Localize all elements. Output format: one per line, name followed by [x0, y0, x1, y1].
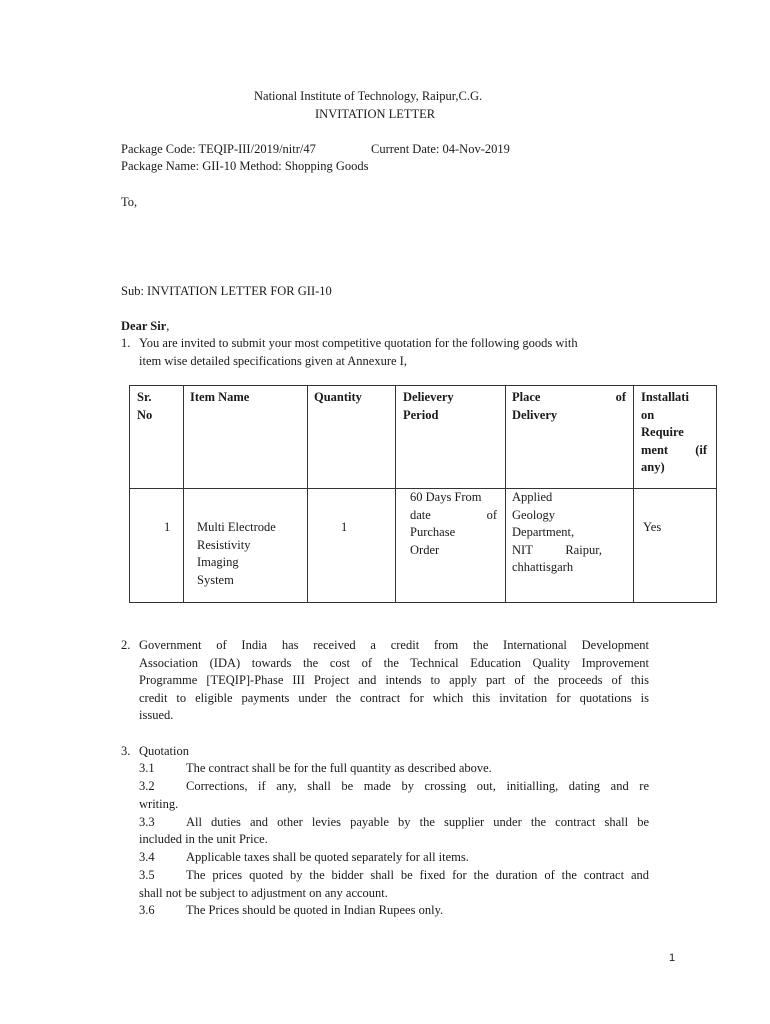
row-delivery-period: 60 Days From date of Purchase Order [410, 490, 497, 557]
para2-line3: Programme [TEQIP]-Phase III Project and intends to apply part of the proceeds of this [139, 673, 649, 687]
package-name: Package Name: GII-10 Method: Shopping Goods [121, 159, 369, 173]
header-installation-requirement: Installati on Require ment (if any) [641, 390, 707, 474]
clause-3-3-text: All duties and other levies payable by the supplier under the contract shall be [186, 815, 649, 829]
salutation-punct: , [166, 319, 170, 333]
letter-title: INVITATION LETTER [315, 107, 436, 121]
row-installation: Yes [643, 520, 662, 534]
para2-line2: Association (IDA) towards the cost of the Technical Education Quality Improvement [139, 656, 649, 670]
clause-3-1-text: The contract shall be for the full quantity as described above. [186, 761, 492, 775]
header-sr-no: Sr. No [137, 390, 153, 422]
para1-line1: You are invited to submit your most competitive quotation for the following goods with [139, 336, 578, 350]
clause-3-5-text: The prices quoted by the bidder shall be fixed for the duration of the contract and [186, 868, 649, 882]
salutation-text: Dear Sir [121, 319, 167, 333]
header-delivery-period: Delievery Period [403, 390, 454, 422]
para1-line2: item wise detailed specifications given at Annexure I, [139, 354, 407, 368]
para2-line4: credit to eligible payments under the contract for which this invitation for quotations is [139, 691, 649, 705]
package-code: Package Code: TEQIP-III/2019/nitr/47 [121, 142, 316, 156]
para2-line5: issued. [139, 708, 174, 722]
page-number: 1 [669, 952, 676, 964]
para3-heading: Quotation [139, 744, 189, 758]
goods-table [129, 385, 717, 603]
row-sr-no: 1 [164, 520, 171, 534]
row-item-name: Multi Electrode Resistivity Imaging System [197, 520, 276, 587]
para2-number: 2. [121, 638, 131, 652]
clause-3-6-num: 3.6 [139, 903, 155, 917]
clause-3-5-num: 3.5 [139, 868, 155, 882]
clause-3-5-cont: shall not be subject to adjustment on any account. [139, 886, 388, 900]
header-quantity: Quantity [314, 390, 362, 404]
para2-line1: Government of India has received a credit from the International Development [139, 638, 649, 652]
header-place-of-delivery: Place of Delivery [512, 390, 626, 422]
subject-line: Sub: INVITATION LETTER FOR GII-10 [121, 284, 332, 298]
salutation [121, 318, 169, 336]
clause-3-1-num: 3.1 [139, 761, 155, 775]
current-date: Current Date: 04-Nov-2019 [371, 142, 510, 156]
para3-number: 3. [121, 744, 131, 758]
clause-3-6-text: The Prices should be quoted in Indian Rupees only. [186, 903, 444, 917]
row-quantity: 1 [341, 520, 348, 534]
institute-name: National Institute of Technology, Raipur,C.G. [254, 89, 483, 103]
clause-3-2-cont: writing. [139, 797, 179, 811]
row-place-of-delivery: Applied Geology Department, NIT Raipur, chhattisgarh [512, 490, 602, 574]
clause-3-3-cont: included in the unit Price. [139, 832, 268, 846]
clause-3-3-num: 3.3 [139, 815, 155, 829]
clause-3-2-num: 3.2 [139, 779, 155, 793]
clause-3-4-num: 3.4 [139, 850, 155, 864]
clause-3-4-text: Applicable taxes shall be quoted separately for all items. [186, 850, 469, 864]
to-line: To, [121, 195, 138, 209]
para1-number: 1. [121, 336, 131, 350]
header-item-name: Item Name [190, 390, 250, 404]
clause-3-2-text: Corrections, if any, shall be made by crossing out, initialling, dating and re [186, 779, 649, 793]
